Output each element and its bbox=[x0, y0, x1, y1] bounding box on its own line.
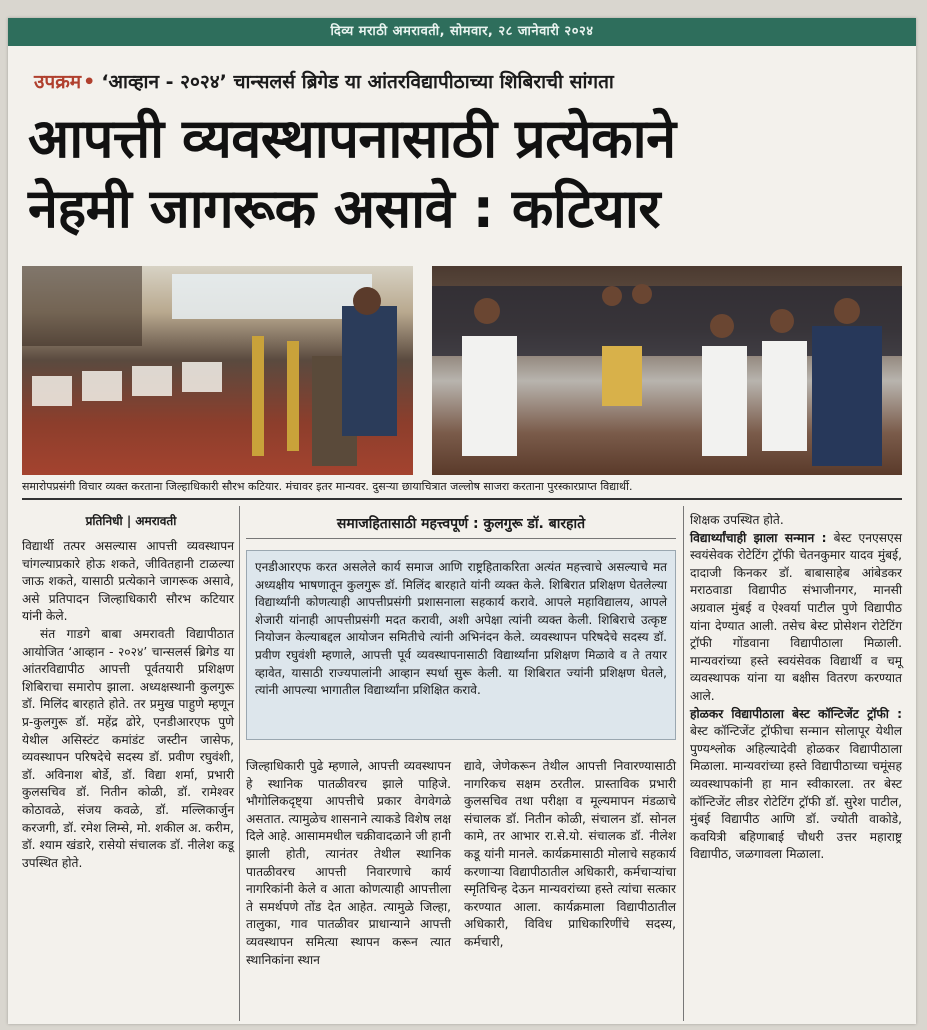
photo-speaker-stage bbox=[22, 266, 413, 475]
kicker-text: ‘आव्हान - २०२४’ चान्सलर्स ब्रिगेड या आंतरविद्यापीठाच्या शिबिराची सांगता bbox=[101, 71, 614, 93]
section-heading: विद्यार्थ्यांचाही झाला सन्मान : bbox=[690, 530, 827, 545]
paragraph: द्यावे, जेणेकरून तेथील आपत्ती निवारण्यासाठी नागरिकच सक्षम ठरतील. प्रास्ताविक प्रभारी कुलसचिव तथा परीक्षा व मूल्यमापन मंडळाचे संचालक डॉ. नितीन कोळी, संचालन डॉ. सोनल कामे, तर आभार रा.से.यो. संचालक डॉ. नीलेश कडू यांनी मानले. कार्यक्रमासाठी मोलाचे सहकार्य करणाऱ्या विद्यापीठातील अधिकारी, कर्मचाऱ्यांचा स्मृतिचिन्ह देऊन मान्यवरांच्या हस्ते त्यांचा सत्कार करण्यात आला. कार्यक्रमाला विद्यापीठातील अधिकारी, विविध प्राधिकारिणींचे सदस्य, कर्मचारी, bbox=[464, 759, 676, 949]
kicker bbox=[34, 68, 914, 94]
paragraph: शिक्षक उपस्थित होते. bbox=[690, 513, 784, 527]
headline-line-2: नेहमी जागरूक असावे : कटियार bbox=[28, 177, 660, 240]
bullet-icon: • bbox=[83, 71, 96, 93]
column-divider bbox=[683, 506, 684, 1021]
kicker-tag: उपक्रम bbox=[34, 71, 82, 93]
headline-line-1: आपत्ती व्यवस्थापनासाठी प्रत्येकाने bbox=[28, 107, 676, 170]
byline: प्रतिनिधी | अमरावती bbox=[85, 514, 177, 528]
column-divider bbox=[239, 506, 240, 1021]
section-heading: होळकर विद्यापीठाला बेस्ट कॉन्टिजेंट ट्रॉफी : bbox=[690, 706, 902, 721]
article-column-1 bbox=[22, 538, 234, 872]
subheading: समाजहितासाठी महत्त्वपूर्ण : कुलगुरू डॉ. बारहाते bbox=[246, 514, 676, 539]
section-text: बेस्ट एनएसएस स्वयंसेवक रोटेटिंग ट्रॉफी चेतनकुमार यादव मुंबई, दादाजी किनकर डॉ. बाबासाहेब आंबेडकर मराठवाडा विद्यापीठ संभाजीनगर, मानसी अग्रवाल मुंबई व ऐश्वर्या पाटील पुणे विद्यापीठ यांना देण्यात आली. तसेच बेस्ट प्रोसेशन रोटेटिंग ट्रॉफी गोंडवाना विद्यापीठाला मिळाली. मान्यवरांच्या हस्ते स्वयंसेवक विद्यार्थी व चमू व्यवस्थापक यांना या बक्षीस वितरण करण्यात आले. bbox=[690, 530, 903, 703]
paragraph bbox=[690, 706, 902, 864]
photo-caption: समारोपप्रसंगी विचार व्यक्त करताना जिल्हाधिकारी सौरभ कटियार. मंचावर इतर मान्यवर. दुसऱ्या छायाचित्रात जल्लोष साजरा करताना पुरस्कारप्राप्त विद्यार्थी. bbox=[22, 480, 633, 493]
article-column-2 bbox=[246, 758, 451, 969]
paragraph bbox=[690, 530, 902, 706]
paragraph: जिल्हाधिकारी पुढे म्हणाले, आपत्ती व्यवस्थापन हे स्थानिक पातळीवरच झाले पाहिजे. भौगोलिकदृष्ट्या आपत्तीचे प्रकार वेगवेगळे असतात. त्यामुळेच शासनाने त्याकडे विशेष लक्ष दिले आहे. आसाममधील चक्रीवादळाने जी हानी झाली होती, त्यानंतर तेथील स्थानिक पातळीवरच आपत्ती निवारणाचे कार्य नागरिकांनी केले व आता कोणत्याही आपत्तीला ते समर्थपणे तोंड देत आहेत. त्यामुळे जिल्हा, तालुका, गाव पातळीवर प्राधान्याने आपत्ती व्यवस्थापन समित्या स्थापन करून त्यात स्थानिकांना स्थान bbox=[246, 759, 451, 967]
newspaper-page bbox=[8, 18, 916, 1024]
headline bbox=[28, 104, 908, 244]
paragraph: विद्यार्थी तत्पर असल्यास आपत्ती व्यवस्थापन चांगल्याप्रकारे होऊ शकते, जीवितहानी टाळल्या जाऊ शकते, यासाठी प्रत्येकाने जागरूक असावे, असे प्रतिपादन जिल्हाधिकारी सौरभ कटियार यांनी केले. bbox=[22, 539, 234, 624]
article-column-3 bbox=[464, 758, 676, 952]
photo-award-winners bbox=[432, 266, 902, 475]
highlight-box: एनडीआरएफ करत असलेले कार्य समाज आणि राष्ट्रहिताकरिता अत्यंत महत्त्वाचे असल्याचे मत अध्यक्षीय भाषणातून कुलगुरू डॉ. मिलिंद बारहाते यांनी व्यक्त केले. शिबिरात प्रशिक्षण घेतलेल्या विद्यार्थ्यांनी कोणत्याही आपत्तीप्रसंगी प्रशासनाला सहकार्य करावे. आपले महाविद्यालय, आपले शेजारी यांनाही आपत्तीप्रसंगी मदत करावी, अशी अपेक्षा त्यांनी व्यक्त केली. शिबिराचे उत्कृष्ट नियोजन केल्याबद्दल आयोजन समितीचे त्यांनी अभिनंदन केले. व्यवस्थापन परिषदेचे सदस्य डॉ. प्रवीण रघुवंशी म्हणाले, आपत्ती पूर्व व्यवस्थापनासाठी विद्यार्थ्यांना प्रशिक्षण मिळावे व ते तयार व्हावेत, यासाठी राज्यपालांनी आव्हान स्पर्धा सुरू केली. या शिबिरात ज्यांनी प्रशिक्षण घेतले, त्यांनी आपल्या भागातील विद्यार्थ्यांना प्रशिक्षित करावे. bbox=[246, 550, 676, 740]
article-column-4 bbox=[690, 512, 902, 864]
divider bbox=[22, 498, 902, 500]
masthead: दिव्य मराठी अमरावती, सोमवार, २८ जानेवारी २०२४ bbox=[8, 18, 916, 46]
paragraph: संत गाडगे बाबा अमरावती विद्यापीठात आयोजित ‘आव्हान - २०२४’ चान्सलर्स ब्रिगेड या आंतरविद्यापीठ आपत्ती पूर्वतयारी प्रशिक्षण शिबिराचा समारोप झाला. अध्यक्षस्थानी कुलगुरू डॉ. मिलिंद बारहाते होते. तर प्रमुख पाहुणे म्हणून प्र-कुलगुरू डॉ. महेंद्र ढोरे, एनडीआरएफ पुणे येथील असिस्टंट कमांडंट जस्टीन जासेफ, व्यवस्थापन परिषदेचे सदस्य डॉ. प्रवीण रघुवंशी, डॉ. अविनाश बोर्डे, डॉ. विद्या शर्मा, प्रभारी कुलसचिव डॉ. नितीन कोळी, डॉ. रामेश्वर कोठावळे, संजय कवळे, डॉ. मल्लिकार्जुन करजगी, डॉ. रमेश लिम्से, मो. शकील अ. करीम, डॉ. श्याम खंडारे, रासेयो संचालक डॉ. नीलेश कडू उपस्थित होते. bbox=[22, 626, 234, 870]
section-text: बेस्ट कॉन्टिजेंट ट्रॉफीचा सन्मान सोलापूर येथील पुण्यश्लोक अहिल्यादेवी होळकर विद्यापीठाला मिळाला. मान्यवरांच्या हस्ते विद्यापीठाच्या चमूंसह व्यवस्थापकांनी हा मान स्वीकारला. तर बेस्ट कॉन्टिजेंट लीडर रोटेटिंग ट्रॉफी डॉ. सुरेश पाटील, मुंबई विद्यापीठ आणि डॉ. ज्योती वाकोडे, कवयित्री बहिणाबाई चौधरी उत्तर महाराष्ट्र विद्यापीठ, जळगावला मिळाला. bbox=[690, 724, 902, 862]
